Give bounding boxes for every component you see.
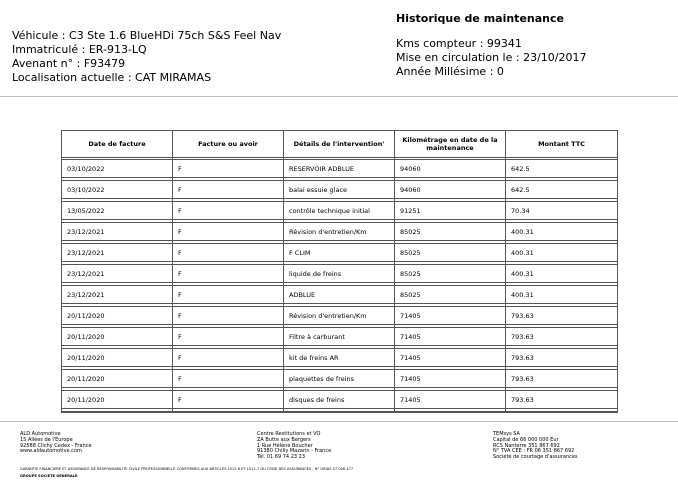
gap-cell (395, 409, 506, 412)
cell-amount: 793.63 (506, 370, 617, 388)
vehicle-registration: Immatriculé : ER-913-LQ (12, 43, 147, 56)
table-row (62, 160, 617, 178)
cell-type: F (173, 202, 284, 220)
col-header-amount: Montant TTC (506, 131, 617, 158)
cell-mileage: 71405 (395, 307, 506, 325)
row-gap (62, 409, 617, 412)
table-row (62, 265, 617, 283)
cell-details: liquide de freins (284, 265, 395, 283)
gap-cell (62, 409, 173, 412)
cell-date: 23/12/2021 (62, 244, 173, 262)
cell-type: F (173, 160, 284, 178)
cell-date: 03/10/2022 (62, 160, 173, 178)
footer-line: N° TVA CEE : FR 06 351 867 692 (493, 448, 575, 455)
cell-details: disques de freins (284, 391, 395, 409)
cell-type: F (173, 223, 284, 241)
cell-amount: 642.5 (506, 181, 617, 199)
cell-amount: 793.63 (506, 307, 617, 325)
cell-amount: 400.31 (506, 265, 617, 283)
table-body (62, 158, 617, 412)
cell-mileage: 91251 (395, 202, 506, 220)
table-row (62, 223, 617, 241)
table-row (62, 391, 617, 409)
vehicle-location: Localisation actuelle : CAT MIRAMAS (12, 71, 212, 84)
cell-type: F (173, 244, 284, 262)
maintenance-summary (396, 37, 586, 79)
gap-cell (173, 409, 284, 412)
table-row (62, 286, 617, 304)
cell-mileage: 71405 (395, 391, 506, 409)
footer-center-address (257, 432, 331, 461)
table-row (62, 181, 617, 199)
cell-date: 20/11/2020 (62, 328, 173, 346)
table-row (62, 307, 617, 325)
cell-amount: 400.31 (506, 286, 617, 304)
footer-line: www.aldautomotive.com (20, 448, 82, 455)
cell-details: kit de freins AR (284, 349, 395, 367)
table-row (62, 328, 617, 346)
footer-group-name: GROUPE SOCIETE GENERALE (20, 474, 78, 478)
vehicle-amendment: Avenant n° : F93479 (12, 57, 126, 70)
cell-amount: 70.34 (506, 202, 617, 220)
cell-amount: 400.31 (506, 244, 617, 262)
footer-line: TEMsys SA (493, 431, 520, 437)
cell-details: contrôle technique initial (284, 202, 395, 220)
page-header (0, 0, 678, 97)
cell-date: 23/12/2021 (62, 223, 173, 241)
cell-amount: 793.63 (506, 328, 617, 346)
cell-mileage: 85025 (395, 265, 506, 283)
footer-legal-notice: GARANTIE FINANCIERE ET ASSURANCE DE RESPONSABILITE CIVILE PROFESSIONNELLE CONFORMES AUX ARTICLES L512-6 ET L512-7 DU CODE DES ASSURANCES - N° ORIAS 07 026 477 (20, 467, 354, 471)
cell-mileage: 85025 (395, 223, 506, 241)
cell-date: 20/11/2020 (62, 391, 173, 409)
col-header-date: Date de facture (62, 131, 173, 158)
footer-line: 15 Allées de l'Europe (20, 436, 73, 443)
cell-details: Révision d'entretien/Km (284, 223, 395, 241)
table-row (62, 349, 617, 367)
table-row (62, 244, 617, 262)
cell-mileage: 71405 (395, 349, 506, 367)
cell-date: 20/11/2020 (62, 370, 173, 388)
vehicle-info (12, 29, 281, 85)
footer-line: RCS Nanterre 351 867 692 (493, 442, 560, 449)
cell-type: F (173, 307, 284, 325)
cell-date: 23/12/2021 (62, 286, 173, 304)
cell-details: plaquettes de freins (284, 370, 395, 388)
cell-type: F (173, 265, 284, 283)
cell-details: F CLIM (284, 244, 395, 262)
footer-line: Tél. 01 69 74 23 23 (257, 454, 306, 461)
registration-date: Mise en circulation le : 23/10/2017 (396, 51, 587, 64)
cell-details: RESERVOIR ADBLUE (284, 160, 395, 178)
page-footer (0, 421, 678, 481)
cell-type: F (173, 391, 284, 409)
cell-date: 20/11/2020 (62, 349, 173, 367)
cell-details: Révision d'entretien/Km (284, 307, 395, 325)
col-header-details: Détails de l'intervention' (284, 131, 395, 158)
col-header-type: Facture ou avoir (173, 131, 284, 158)
table-row (62, 370, 617, 388)
cell-details: ADBLUE (284, 286, 395, 304)
odometer: Kms compteur : 99341 (396, 37, 522, 50)
cell-mileage: 71405 (395, 328, 506, 346)
footer-line: Société de courtage d'assurances (493, 454, 578, 461)
gap-cell (506, 409, 617, 412)
cell-type: F (173, 328, 284, 346)
col-header-mileage: Kilométrage en date de la maintenance (395, 131, 506, 158)
footer-line: 91380 Chilly Mazarin - France (257, 448, 332, 455)
footer-line: Capital de 66 000 000 Eur (493, 436, 559, 443)
footer-line: 1 Rue Hélène Boucher (257, 442, 313, 449)
cell-date: 20/11/2020 (62, 307, 173, 325)
cell-date: 03/10/2022 (62, 181, 173, 199)
cell-type: F (173, 370, 284, 388)
cell-date: 13/05/2022 (62, 202, 173, 220)
cell-amount: 793.63 (506, 391, 617, 409)
table-header-row (62, 131, 617, 158)
cell-type: F (173, 181, 284, 199)
table-row (62, 202, 617, 220)
cell-mileage: 94060 (395, 181, 506, 199)
cell-mileage: 94060 (395, 160, 506, 178)
vehicle-model: Véhicule : C3 Ste 1.6 BlueHDi 75ch S&S Feel Nav (12, 29, 282, 42)
gap-cell (284, 409, 395, 412)
footer-line: ZA Butte aux Bergers (257, 436, 311, 443)
cell-mileage: 85025 (395, 244, 506, 262)
cell-amount: 793.63 (506, 349, 617, 367)
cell-mileage: 71405 (395, 370, 506, 388)
footer-line: 92588 Clichy Cedex - France (20, 442, 92, 449)
maintenance-table (61, 130, 618, 413)
cell-details: Filtre à carburant (284, 328, 395, 346)
cell-mileage: 85025 (395, 286, 506, 304)
footer-line: Centre Restitutions et VO (257, 431, 321, 437)
footer-company-address (20, 432, 92, 455)
cell-type: F (173, 286, 284, 304)
cell-type: F (173, 349, 284, 367)
page-title: Historique de maintenance (396, 12, 564, 25)
footer-line: ALD Automotive (20, 431, 61, 437)
cell-date: 23/12/2021 (62, 265, 173, 283)
footer-legal-entity (493, 432, 578, 461)
cell-amount: 400.31 (506, 223, 617, 241)
model-year: Année Millésime : 0 (396, 65, 504, 78)
cell-amount: 642.5 (506, 160, 617, 178)
cell-details: balai essuie glace (284, 181, 395, 199)
